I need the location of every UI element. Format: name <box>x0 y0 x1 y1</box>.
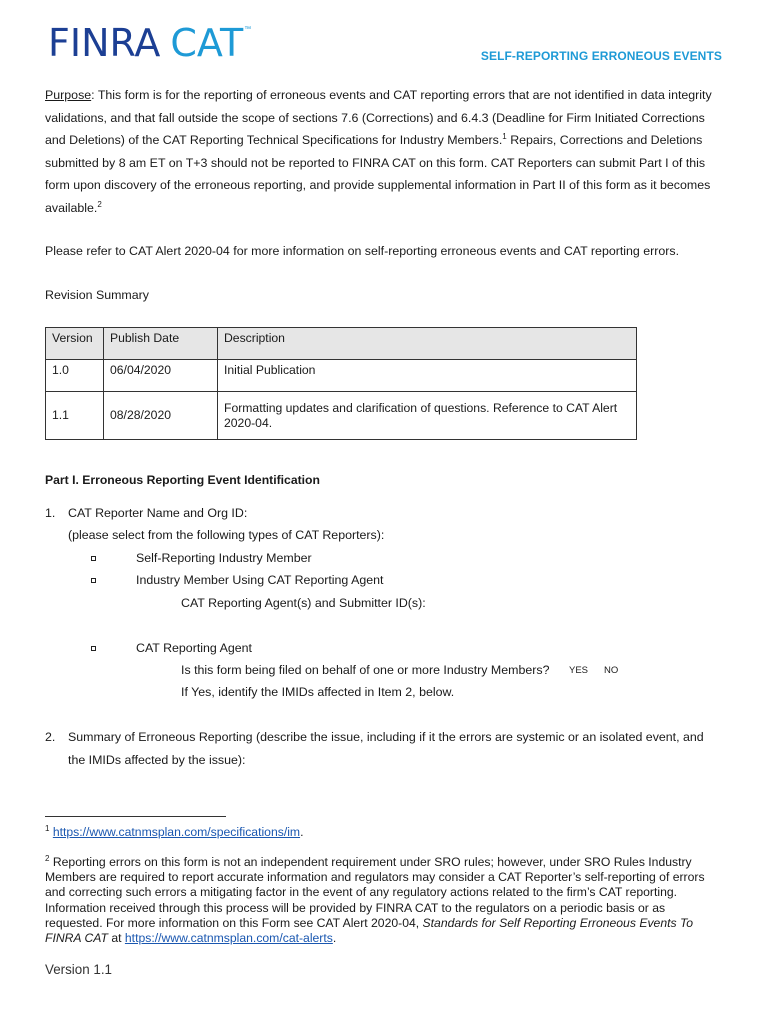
purpose-paragraph <box>45 84 725 220</box>
option-im-using-agent: Industry Member Using CAT Reporting Agent <box>136 573 384 587</box>
purpose-text-2: Repairs, Corrections and Deletions submitted by 8 am ET on T+3 should not be reported to FINRA CAT on this form. CAT Reporters can submit Part I of this form upon discovery of the erroneous reporting, and provide supplemental information in Part II of this form as it becomes available. <box>45 133 711 215</box>
footnote-2-period: . <box>332 931 337 946</box>
question-2-label: Summary of Erroneous Reporting (describe the issue, including if it the errors are systemic or an isolated event, and <box>68 730 704 744</box>
logo-trademark: ™ <box>244 26 252 33</box>
on-behalf-question: Is this form being filed on behalf of one or more Industry Members? <box>181 663 550 677</box>
footnote-2-at: at <box>107 931 125 946</box>
revision-summary-table <box>45 327 637 440</box>
footnote-1 <box>45 825 725 840</box>
cell-description: Initial Publication <box>218 360 637 392</box>
table-row <box>46 392 637 440</box>
header-version: Version <box>46 328 104 360</box>
checkbox-cat-reporting-agent[interactable] <box>91 646 96 651</box>
logo-cat-text: CAT <box>170 21 244 65</box>
footnote-ref-1[interactable]: 1 <box>502 132 507 142</box>
revision-summary-title: Revision Summary <box>45 288 149 302</box>
footnote-1-period: . <box>300 825 304 839</box>
table-header-row <box>46 328 637 360</box>
footnote-divider <box>45 816 226 817</box>
checkbox-im-using-agent[interactable] <box>91 578 96 583</box>
cell-version: 1.0 <box>46 360 104 392</box>
question-1-number: 1. <box>45 506 56 520</box>
cell-description: Formatting updates and clarification of questions. Reference to CAT Alert 2020-04. <box>218 392 637 440</box>
footnote-1-marker: 1 <box>45 824 50 833</box>
no-option[interactable]: NO <box>604 665 619 676</box>
table-row <box>46 360 637 392</box>
checkbox-self-reporting-im[interactable] <box>91 556 96 561</box>
cat-alert-reference: Please refer to CAT Alert 2020-04 for more information on self-reporting erroneous events and CAT reporting errors. <box>45 244 680 258</box>
cell-publish-date: 06/04/2020 <box>104 360 218 392</box>
yes-option[interactable]: YES <box>569 665 589 676</box>
document-title: SELF-REPORTING ERRONEOUS EVENTS <box>480 49 722 63</box>
cell-version: 1.1 <box>46 392 104 440</box>
question-2-label-continued: the IMIDs affected by the issue): <box>68 753 246 767</box>
purpose-label: Purpose <box>45 88 92 102</box>
question-2-number: 2. <box>45 730 56 744</box>
imid-instruction: If Yes, identify the IMIDs affected in Item 2, below. <box>181 685 455 699</box>
footnote-ref-2[interactable]: 2 <box>97 199 102 209</box>
footnote-2-marker: 2 <box>45 854 50 863</box>
version-footer: Version 1.1 <box>45 962 112 977</box>
option-cat-reporting-agent: CAT Reporting Agent <box>136 641 252 655</box>
finra-cat-logo <box>48 22 251 64</box>
agent-submitter-id-label: CAT Reporting Agent(s) and Submitter ID(s): <box>181 596 426 610</box>
footnote-2 <box>45 855 725 946</box>
header-publish-date: Publish Date <box>104 328 218 360</box>
part-1-heading: Part I. Erroneous Reporting Event Identification <box>45 473 320 487</box>
purpose-text-1: : This form is for the reporting of erroneous events and CAT reporting errors that are not identified in data integrity validations, and that fall outside the scope of sections 7.6 (Corrections) and 6.4.3 (Deadline for Firm Initiated Corrections and Deletions) of the CAT Reporting Technical Specifications for Industry Members. <box>45 88 712 148</box>
footnote-2-italic-title: Standards for Self Reporting Erroneous Events To FINRA CAT <box>45 915 694 946</box>
logo-finra-text: FINRA <box>48 21 161 65</box>
footnote-2-text: Reporting errors on this form is not an independent requirement under SRO rules; however, under SRO Rules Industry Members are required to report accurate information and regulators may consider a CAT Reporter’s self-reporting of errors and correcting such errors a mitigating factor in the event of any regulatory actions related to the firm’s CAT reporting. Information received through this process will be provided by FINRA CAT to the regulators on a periodic basis or as requested. For more information on this Form see CAT Alert 2020-04, <box>45 855 705 930</box>
question-1-label: CAT Reporter Name and Org ID: <box>68 506 248 520</box>
cat-alerts-link[interactable]: https://www.catnmsplan.com/cat-alerts <box>124 931 333 946</box>
question-1-instruction: (please select from the following types of CAT Reporters): <box>68 528 385 542</box>
specifications-link[interactable]: https://www.catnmsplan.com/specifications/im <box>52 825 301 839</box>
option-self-reporting-im: Self-Reporting Industry Member <box>136 551 312 565</box>
header-description: Description <box>218 328 637 360</box>
cell-publish-date: 08/28/2020 <box>104 392 218 440</box>
